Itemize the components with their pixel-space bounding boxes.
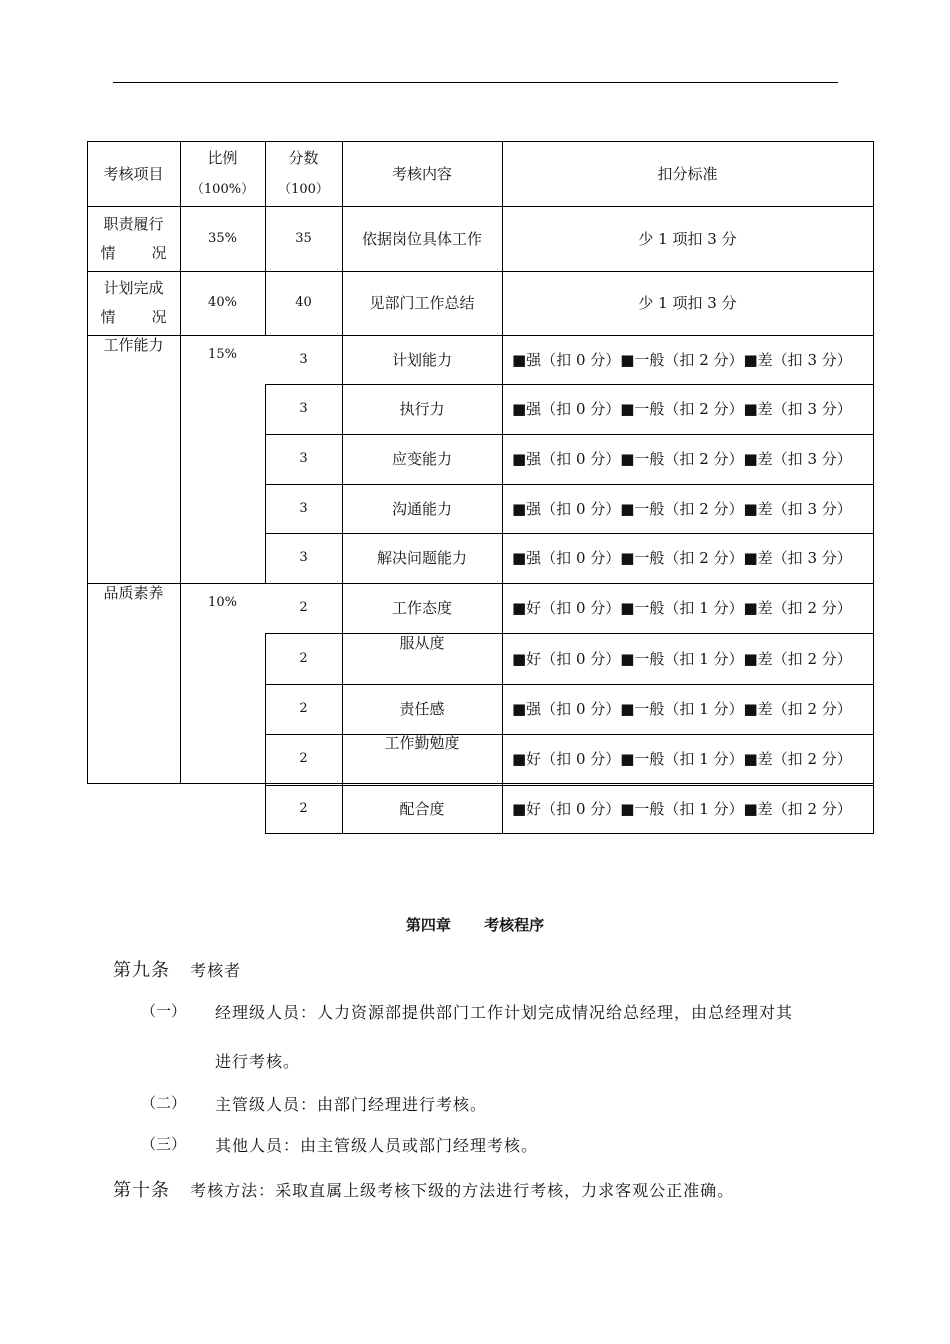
- row-score: 3: [299, 550, 308, 565]
- table-rule: [265, 833, 873, 834]
- row-content: 执行力: [399, 400, 445, 418]
- article-9-title: 考核者: [190, 961, 242, 980]
- row-score: 3: [299, 500, 308, 516]
- group-ratio: 35%: [208, 230, 237, 246]
- header-score-label: 分数: [288, 148, 319, 167]
- article-9-item-3-num: （三）: [141, 1135, 187, 1153]
- row-content: 应变能力: [391, 450, 452, 468]
- table-rule: [873, 141, 874, 834]
- row-score: 2: [299, 600, 308, 615]
- article-9-item-1-cont: 进行考核。: [215, 1052, 301, 1071]
- row-score: 3: [299, 451, 308, 466]
- group-name-top: 计划完成: [103, 279, 164, 297]
- group-name-top: 职责履行: [103, 214, 164, 233]
- header-ratio: [180, 141, 265, 206]
- row-standard: ■强（扣 0 分）■一般（扣 2 分）■差（扣 3 分）: [512, 450, 852, 468]
- article-9-item-2-num: （二）: [141, 1094, 187, 1112]
- article-10-text: 考核方法：采取直属上级考核下级的方法进行考核，力求客观公正准确。: [190, 1181, 735, 1200]
- row-standard: ■强（扣 0 分）■一般（扣 2 分）■差（扣 3 分）: [512, 400, 852, 418]
- article-9-item-1-text: 经理级人员：人力资源部提供部门工作计划完成情况给总经理，由总经理对其: [215, 1003, 794, 1022]
- header-standard: 扣分标准: [657, 164, 718, 183]
- article-9-item-3-text: 其他人员：由主管级人员或部门经理考核。: [215, 1136, 539, 1155]
- row-standard: 少 1 项扣 3 分: [638, 229, 737, 248]
- group-name-char: 情: [100, 243, 116, 262]
- row-content: 解决问题能力: [376, 549, 467, 567]
- row-score: 3: [299, 351, 308, 367]
- article-9: [113, 956, 241, 982]
- row-standard: ■好（扣 0 分）■一般（扣 1 分）■差（扣 2 分）: [512, 649, 852, 668]
- article-9-item-1-num: （一）: [141, 1002, 187, 1020]
- header-score-total: （100）: [278, 181, 329, 197]
- row-score: 2: [299, 650, 308, 666]
- row-standard: ■强（扣 0 分）■一般（扣 2 分）■差（扣 3 分）: [512, 549, 852, 567]
- group-name-quality: 品质素养: [103, 584, 164, 602]
- row-content: 服从度: [399, 634, 445, 652]
- group-name-plan: [87, 271, 180, 335]
- row-content: 责任感: [399, 700, 445, 718]
- table-rule: [87, 783, 873, 784]
- article-10-head: 第十条: [113, 1180, 170, 1201]
- article-10: [113, 1176, 734, 1202]
- header-content: 考核内容: [391, 164, 452, 183]
- group-ratio: 40%: [208, 295, 237, 310]
- row-score: 2: [299, 801, 308, 816]
- row-score: 3: [299, 401, 308, 416]
- article-9-item-2-text: 主管级人员：由部门经理进行考核。: [215, 1095, 488, 1114]
- header-score: [265, 141, 342, 206]
- group-ratio: 10%: [208, 595, 237, 610]
- row-standard: ■好（扣 0 分）■一般（扣 1 分）■差（扣 2 分）: [512, 599, 852, 617]
- group-name-char: 情: [100, 308, 116, 326]
- group-ratio: 15%: [208, 347, 237, 362]
- header-ratio-total: （100%）: [190, 181, 255, 197]
- row-content: 沟通能力: [391, 499, 452, 518]
- group-name-char: 况: [151, 308, 167, 326]
- header-ratio-label: 比例: [207, 148, 238, 167]
- row-standard: 少 1 项扣 3 分: [638, 294, 737, 312]
- row-standard: ■好（扣 0 分）■一般（扣 1 分）■差（扣 2 分）: [512, 800, 852, 818]
- row-content: 计划能力: [391, 350, 452, 369]
- chapter-title: 第四章 考核程序: [405, 916, 545, 934]
- row-standard: ■强（扣 0 分）■一般（扣 2 分）■差（扣 3 分）: [512, 350, 852, 369]
- group-name-char: 况: [151, 243, 167, 262]
- row-score: 2: [299, 701, 308, 716]
- row-standard: ■好（扣 0 分）■一般（扣 1 分）■差（扣 2 分）: [512, 749, 852, 768]
- row-score: 40: [295, 295, 312, 310]
- header-rule: [113, 82, 838, 83]
- header-item: 考核项目: [103, 164, 164, 183]
- row-standard: ■强（扣 0 分）■一般（扣 2 分）■差（扣 3 分）: [512, 499, 852, 518]
- group-name-ability: 工作能力: [103, 336, 164, 354]
- article-9-head: 第九条: [113, 960, 170, 981]
- row-content: 依据岗位具体工作: [361, 229, 482, 248]
- row-score: 2: [299, 750, 308, 766]
- row-score: 35: [295, 230, 312, 246]
- row-content: 工作勤勉度: [384, 734, 460, 752]
- group-name-duty: [87, 206, 180, 271]
- row-content: 工作态度: [391, 599, 452, 617]
- row-content: 见部门工作总结: [369, 294, 475, 312]
- row-standard: ■强（扣 0 分）■一般（扣 1 分）■差（扣 2 分）: [512, 700, 852, 718]
- row-content: 配合度: [399, 800, 445, 818]
